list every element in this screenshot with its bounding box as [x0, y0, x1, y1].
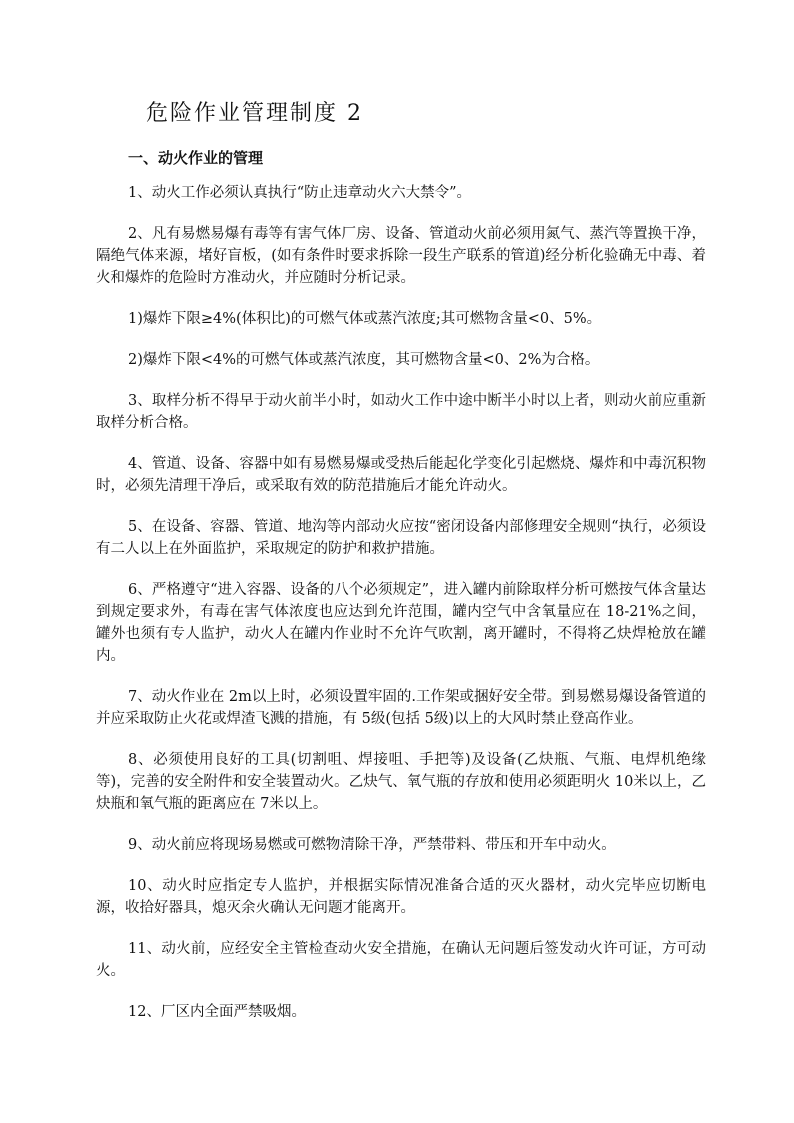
- paragraph: 2、凡有易燃易爆有毒等有害气体厂房、设备、管道动火前必须用氮气、蒸汽等置换干净，隔绝气体来源，堵好盲板，(如有条件时要求拆除一段生产联系的管道)经分析化验确无中毒、着火和爆炸的危险时方准动火，并应随时分析记录。: [96, 226, 706, 286]
- paragraph: 6、严格遵守“进入容器、设备的八个必须规定”，进入罐内前除取样分析可燃按气体含量达到规定要求外，有毒在害气体浓度也应达到允许范围，罐内空气中含氧量应在 18-21%之间，罐外也须有专人监护，动火人在罐内作业时不允许气吹割，离开罐时，不得将乙炔焊枪放在罐内。: [96, 582, 706, 664]
- paragraph: 5、在设备、容器、管道、地沟等内部动火应按“密闭设备内部修理安全规则“执行，必须设有二人以上在外面监护，采取规定的防护和救护措施。: [96, 519, 706, 557]
- paragraph: 8、必须使用良好的工具(切割咀、焊接咀、手把等)及设备(乙炔瓶、气瓶、电焊机绝缘等)，完善的安全附件和安全装置动火。乙炔气、氧气瓶的存放和使用必须距明火 10米以上，乙炔瓶和氧气瓶的距离应在 7米以上。: [96, 752, 706, 812]
- section-heading: 一、动火作业的管理: [128, 149, 264, 167]
- paragraph: 2)爆炸下限<4%的可燃气体或蒸汽浓度，其可燃物含量<0、2%为合格。: [128, 352, 600, 368]
- paragraph: 7、动火作业在 2m以上时，必须设置牢固的.工作架或捆好安全带。到易燃易爆设备管道的并应采取防止火花或焊渣飞溅的措施，有 5级(包括 5级)以上的大风时禁止登高作业。: [96, 689, 706, 727]
- paragraph: 12、厂区内全面严禁吸烟。: [128, 1004, 306, 1020]
- paragraph: 10、动火时应指定专人监护，并根据实际情况准备合适的灭火器材，动火完毕应切断电源，收拾好器具，熄灭余火确认无问题才能离开。: [96, 878, 706, 916]
- paragraph: 3、取样分析不得早于动火前半小时，如动火工作中途中断半小时以上者，则动火前应重新取样分析合格。: [96, 393, 706, 431]
- paragraph: 1、动火工作必须认真执行“防止违章动火六大禁令”。: [128, 185, 472, 201]
- paragraph: 4、管道、设备、容器中如有易燃易爆或受热后能起化学变化引起燃烧、爆炸和中毒沉积物时，必须先清理干净后，或采取有效的防范措施后才能允许动火。: [96, 456, 706, 494]
- document-body: [96, 182, 706, 1042]
- paragraph: 9、动火前应将现场易燃或可燃物清除干净，严禁带料、带压和开车中动火。: [128, 837, 616, 853]
- paragraph: 11、动火前，应经安全主管检查动火安全措施，在确认无问题后签发动火许可证，方可动火。: [96, 941, 706, 979]
- document-title: 危险作业管理制度 2: [146, 101, 363, 126]
- paragraph: 1)爆炸下限≥4%(体积比)的可燃气体或蒸汽浓度;其可燃物含量<0、5%。: [128, 311, 602, 327]
